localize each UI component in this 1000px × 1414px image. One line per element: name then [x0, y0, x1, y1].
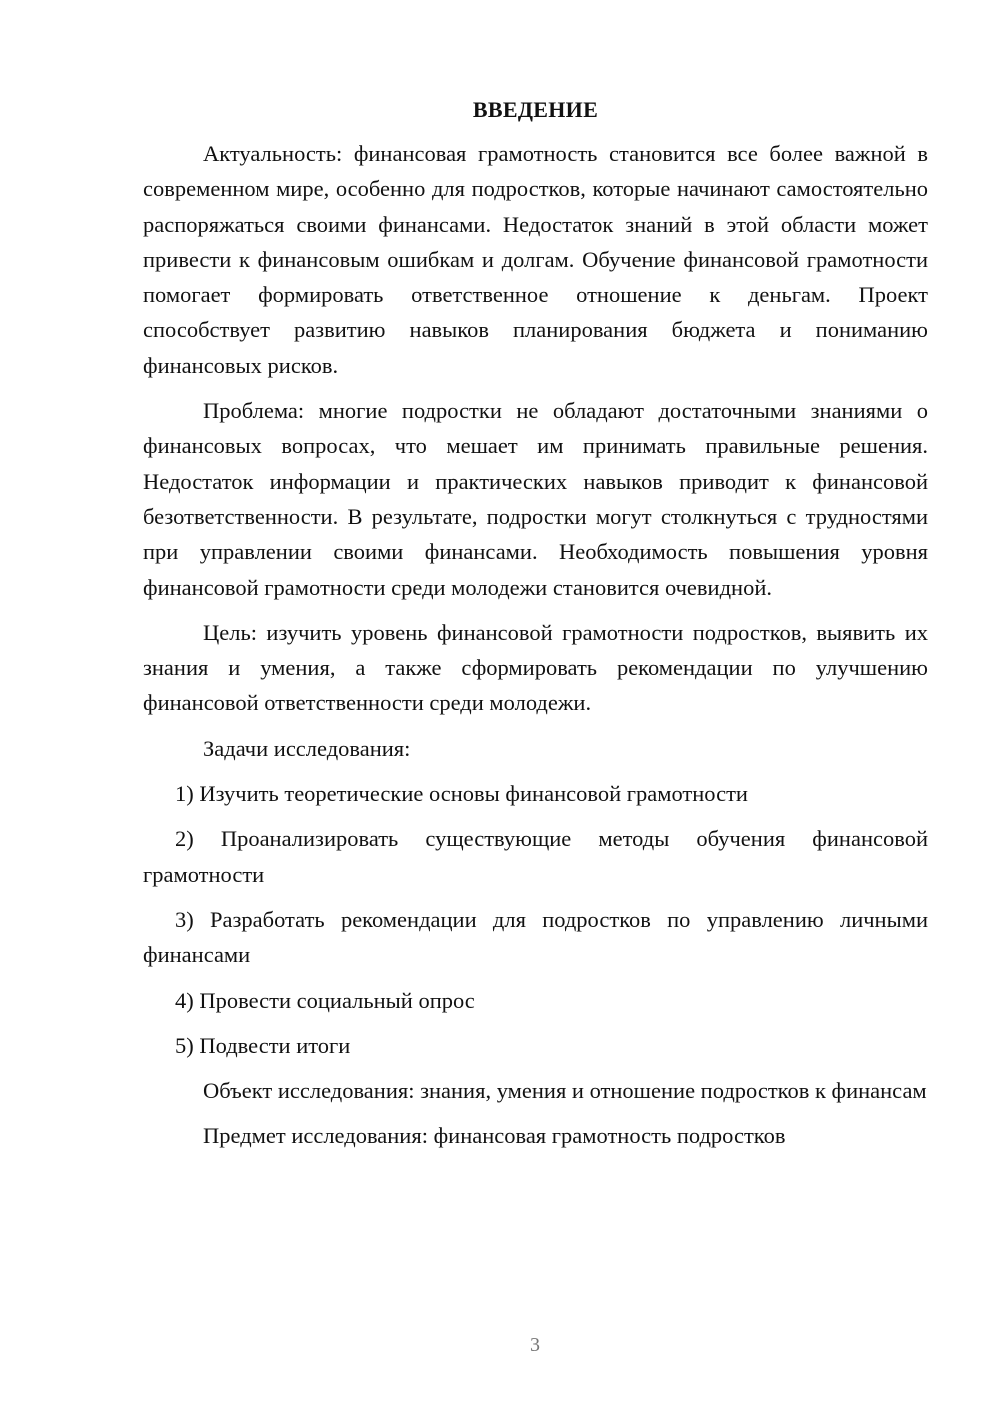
page-number: 3 — [530, 1334, 540, 1356]
document-body — [143, 96, 928, 1164]
document-title: ВВЕДЕНИЕ — [472, 97, 599, 122]
paragraph-object: Объект исследования: знания, умения и отношение подростков к финансам — [203, 1078, 927, 1104]
task-item: 1) Изучить теоретические основы финансовой грамотности — [175, 781, 748, 807]
tasks-heading: Задачи исследования: — [203, 735, 411, 761]
task-item: 2) Проанализировать существующие методы обучения финансовой грамотности — [143, 826, 928, 887]
paragraph-problem: Проблема: многие подростки не обладают достаточными знаниями о финансовых вопросах, что мешает им принимать правильные решения. Недостаток информации и практических навыков приводит к финансовой безответственности. В результате, подростки могут столкнуться с трудностями при управлении своими финансами. Необходимость повышения уровня финансовой грамотности среди молодежи становится очевидной. — [143, 398, 928, 600]
paragraph-goal: Цель: изучить уровень финансовой грамотности подростков, выявить их знания и умения, а также сформировать рекомендации по улучшению финансовой ответственности среди молодежи. — [143, 619, 928, 716]
task-item: 4) Провести социальный опрос — [175, 987, 475, 1013]
paragraph-subject: Предмет исследования: финансовая грамотность подростков — [203, 1123, 786, 1149]
paragraph-relevance: Актуальность: финансовая грамотность становится все более важной в современном мире, особенно для подростков, которые начинают самостоятельно распоряжаться своими финансами. Недостаток знаний в этой области может привести к финансовым ошибкам и долгам. Обучение финансовой грамотности помогает формировать ответственное отношение к деньгам. Проект способствует развитию навыков планирования бюджета и пониманию финансовых рисков. — [143, 141, 928, 378]
task-item: 5) Подвести итоги — [175, 1032, 351, 1058]
task-item: 3) Разработать рекомендации для подростков по управлению личными финансами — [143, 906, 928, 968]
